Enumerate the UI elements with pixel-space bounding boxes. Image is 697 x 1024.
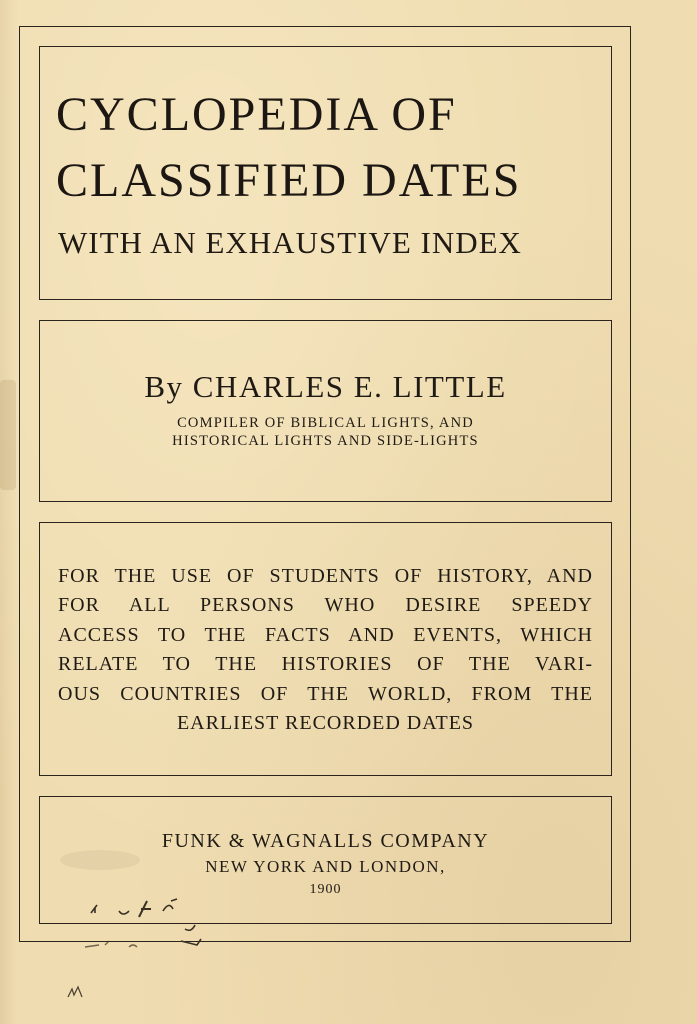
paper-stain [0,380,16,490]
title-line-1: CYCLOPEDIA OF [56,88,457,141]
author-name: CHARLES E. LITTLE [192,369,507,404]
purpose-panel [39,522,612,776]
purpose-line: FOR THE USE OF STUDENTS OF HISTORY, AND [58,565,593,587]
purpose-line: FOR ALL PERSONS WHO DESIRE SPEEDY [58,594,593,616]
author-panel [39,320,612,502]
author-credit-line-1: COMPILER OF BIBLICAL LIGHTS, AND [177,415,474,431]
pencil-mark-icon [66,985,86,1001]
purpose-line: RELATE TO THE HISTORIES OF THE VARI- [58,653,593,675]
author-credit-line-2: HISTORICAL LIGHTS AND SIDE-LIGHTS [172,433,479,449]
publisher-place: NEW YORK AND LONDON, [205,857,446,876]
purpose-line: ACCESS TO THE FACTS AND EVENTS, WHICH [58,624,593,646]
publication-year: 1900 [309,882,342,897]
subtitle: WITH AN EXHAUSTIVE INDEX [58,225,522,260]
pencil-scribble-icon [85,895,215,957]
title-panel [39,46,612,300]
paper-stain [60,850,140,870]
byline [40,371,611,402]
publisher-name: FUNK & WAGNALLS COMPANY [161,830,490,852]
purpose-line-last: EARLIEST RECORDED DATES [176,712,475,734]
byline-by: By [144,369,184,404]
purpose-line: OUS COUNTRIES OF THE WORLD, FROM THE [58,683,593,705]
title-line-2: CLASSIFIED DATES [56,154,522,207]
